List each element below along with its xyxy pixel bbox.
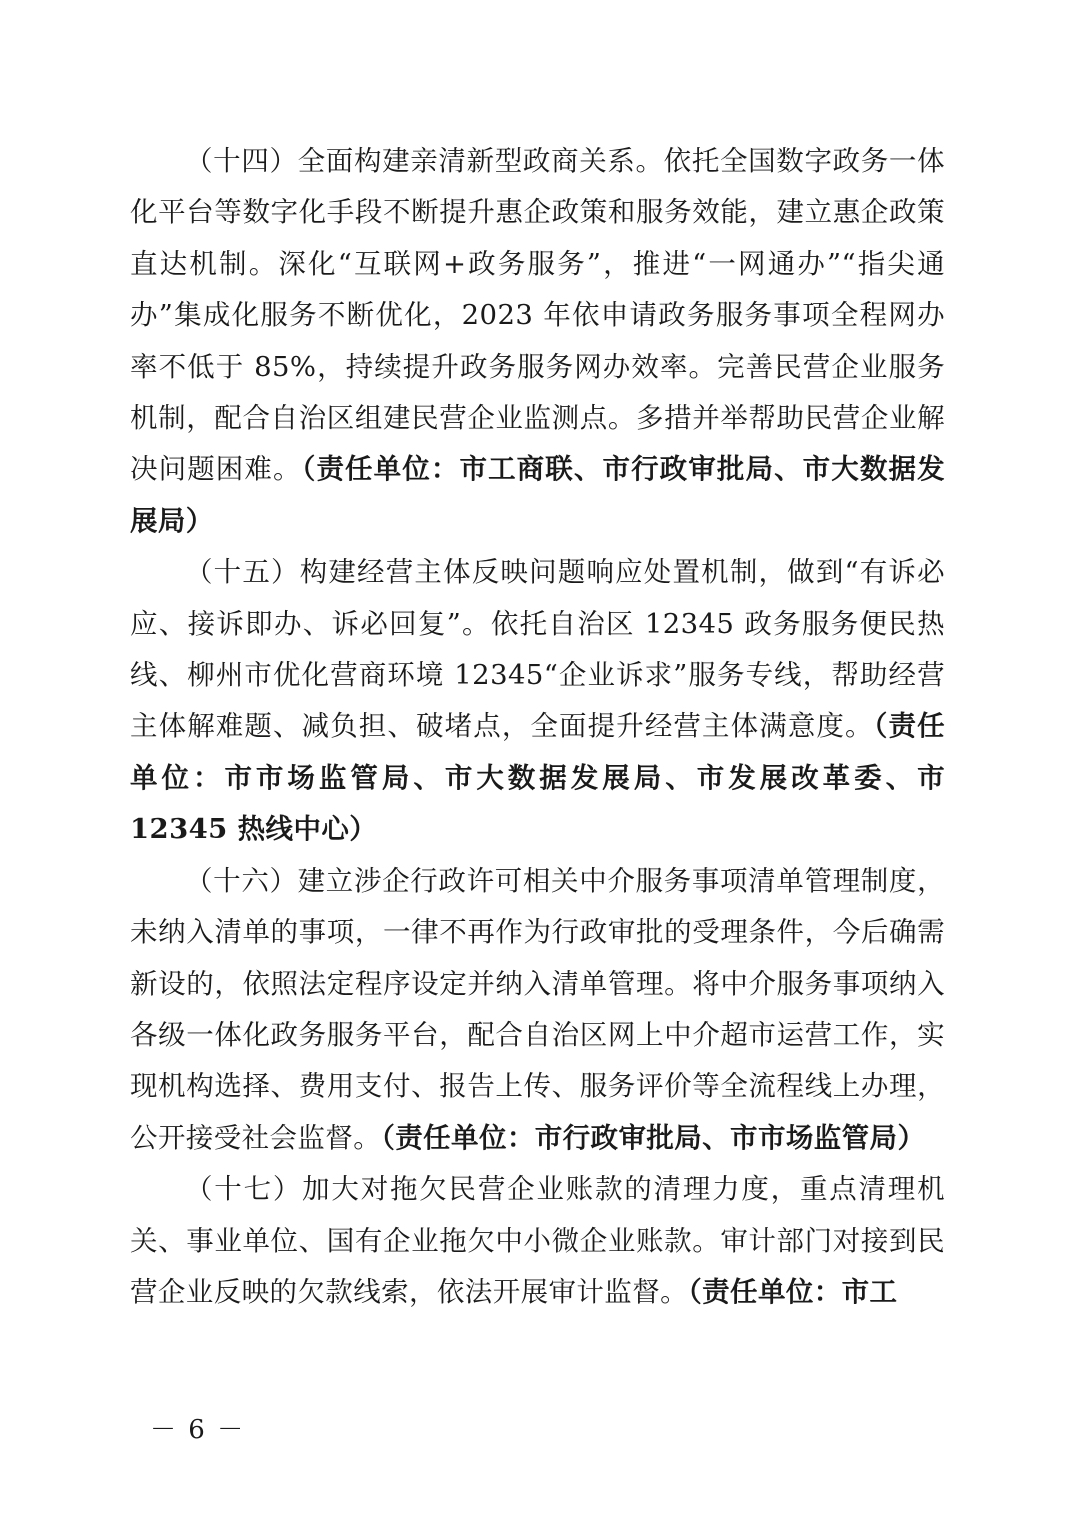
paragraph-16-text: （十六）建立涉企行政许可相关中介服务事项清单管理制度，未纳入清单的事项，一律不再作为行政审批的受理条件，今后确需新设的，依照法定程序设定并纳入清单管理。将中介服务事项纳入各级一体化政务服务平台，配合自治区网上中介超市运营工作，实现机构选择、费用支付、报告上传、服务评价等全流程线上办理，公开接受社会监督。	[130, 864, 945, 1154]
paragraph-15-text: （十五）构建经营主体反映问题响应处置机制，做到“有诉必应、接诉即办、诉必回复”。依托自治区 12345 政务服务便民热线、柳州市优化营商环境 12345“企业诉求”服务专线，帮助经营主体解难题、减负担、破堵点，全面提升经营主体满意度。	[130, 556, 945, 743]
paragraph-14	[130, 136, 945, 547]
paragraph-14-responsibility: （责任单位：市工商联、市行政审批局、市大数据发展局）	[130, 453, 945, 537]
paragraph-14-text: （十四）全面构建亲清新型政商关系。依托全国数字政务一体化平台等数字化手段不断提升惠企政策和服务效能，建立惠企政策直达机制。深化“互联网+政务服务”，推进“一网通办”“指尖通办”集成化服务不断优化，2023 年依申请政务服务事项全程网办率不低于 85%，持续提升政务服务网办效率。完善民营企业服务机制，配合自治区组建民营企业监测点。多措并举帮助民营企业解决问题困难。	[130, 145, 945, 486]
paragraph-17	[130, 1164, 945, 1318]
document-body	[130, 136, 945, 1318]
paragraph-16	[130, 856, 945, 1164]
paragraph-15-responsibility: （责任单位：市市场监管局、市大数据发展局、市发展改革委、市 12345 热线中心）	[130, 710, 945, 846]
page-number: － 6 －	[150, 1415, 246, 1445]
paragraph-16-responsibility: （责任单位：市行政审批局、市市场监管局）	[381, 1121, 926, 1154]
paragraph-17-text: （十七）加大对拖欠民营企业账款的清理力度，重点清理机关、事业单位、国有企业拖欠中小微企业账款。审计部门对接到民营企业反映的欠款线索，依法开展审计监督。	[130, 1173, 945, 1308]
paragraph-15	[130, 547, 945, 855]
paragraph-17-responsibility: （责任单位：市工	[688, 1275, 898, 1308]
